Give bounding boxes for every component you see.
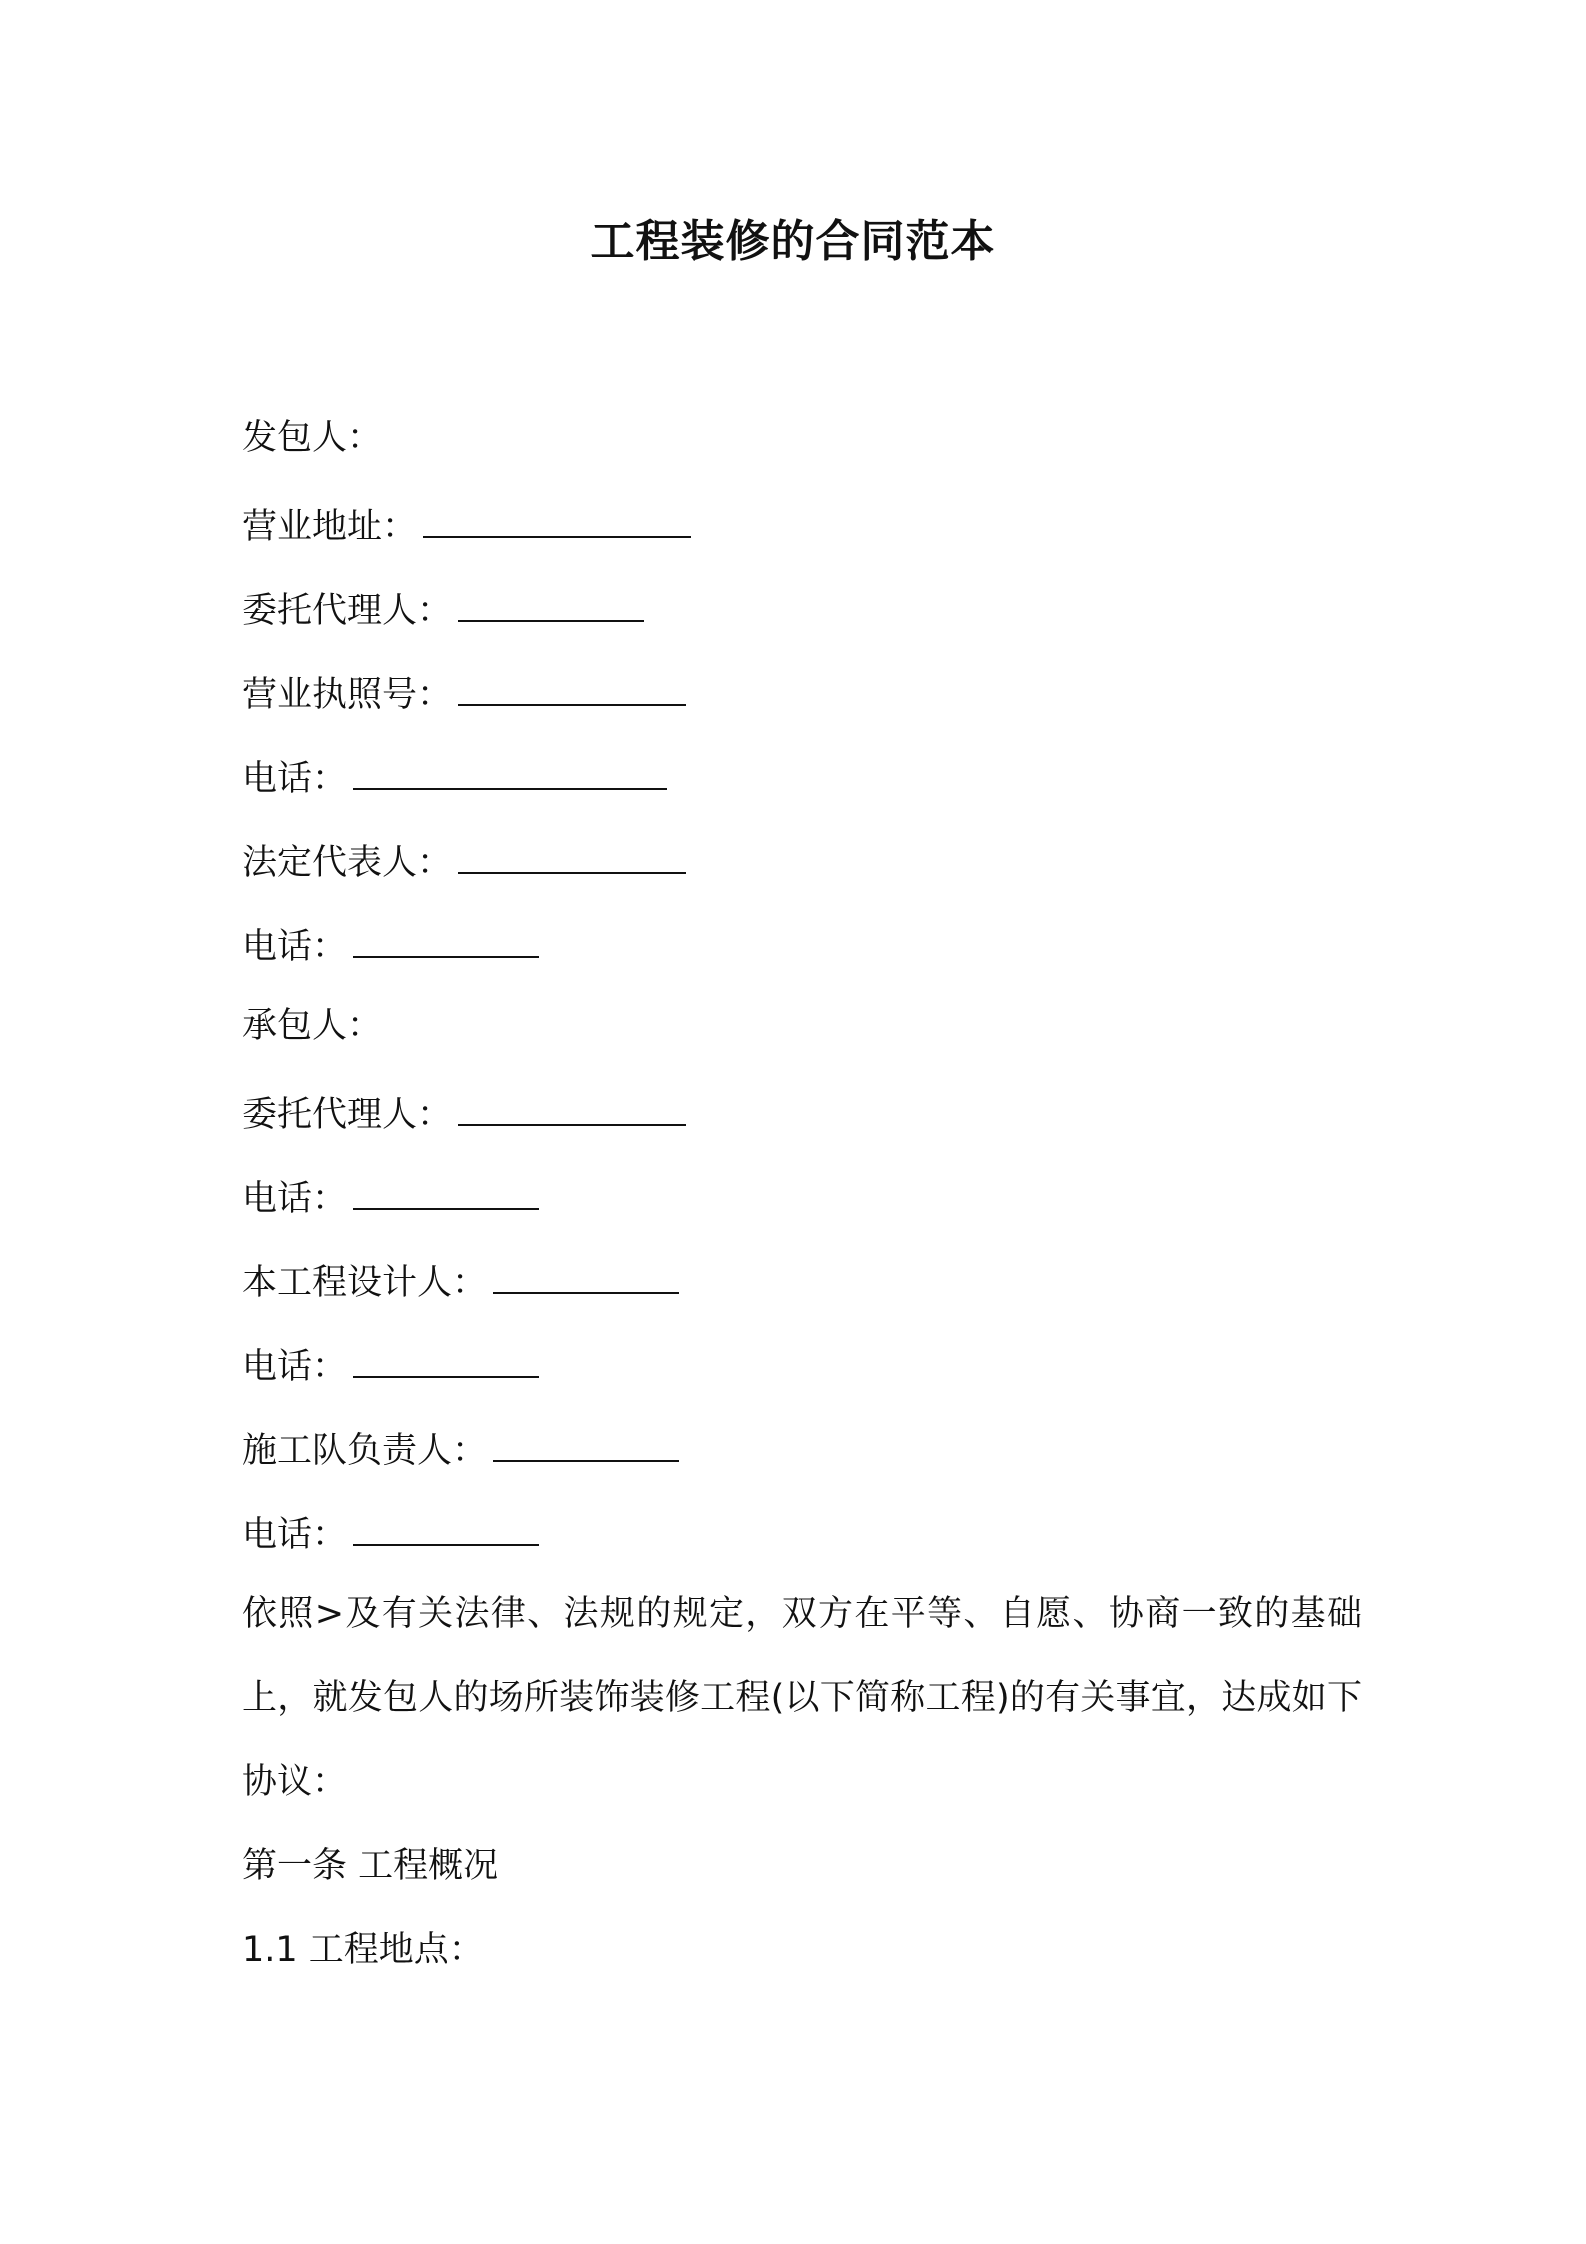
field-license-number	[242, 660, 1362, 744]
section-heading: 第一条 工程概况	[242, 1846, 499, 1886]
field-employer	[242, 408, 1362, 492]
fill-in-blank	[353, 1500, 539, 1546]
fill-in-blank	[458, 576, 644, 622]
contract-body	[242, 408, 1362, 2004]
field-label: 电话：	[242, 759, 348, 799]
field-label: 本工程设计人：	[242, 1263, 488, 1303]
agreement-paragraph: 依照>及有关法律、法规的规定，双方在平等、自愿、协商一致的基础上，就发包人的场所装饰装修工程(以下简称工程)的有关事宜，达成如下协议：	[242, 1594, 1362, 1802]
field-label: 法定代表人：	[242, 843, 453, 883]
field-label: 电话：	[242, 927, 348, 967]
fill-in-blank	[353, 912, 539, 958]
field-phone	[242, 912, 1362, 996]
field-business-address	[242, 492, 1362, 576]
field-label: 发包人：	[242, 418, 383, 458]
fill-in-blank	[423, 492, 691, 538]
fill-in-blank	[493, 1416, 679, 1462]
field-contractor	[242, 996, 1362, 1080]
field-label: 委托代理人：	[242, 591, 453, 631]
document-title: 工程装修的合同范本	[590, 216, 996, 267]
fill-in-blank	[458, 1080, 686, 1126]
field-phone	[242, 744, 1362, 828]
fill-in-blank	[353, 1164, 539, 1210]
field-label: 营业地址：	[242, 507, 418, 547]
fill-in-blank	[493, 1248, 679, 1294]
field-label: 电话：	[242, 1515, 348, 1555]
field-label: 承包人：	[242, 1006, 383, 1046]
field-agent	[242, 1080, 1362, 1164]
fill-in-blank	[458, 660, 686, 706]
field-phone	[242, 1164, 1362, 1248]
fill-in-blank	[353, 744, 667, 790]
field-label: 电话：	[242, 1347, 348, 1387]
field-label: 营业执照号：	[242, 675, 453, 715]
field-crew-leader	[242, 1416, 1362, 1500]
field-designer	[242, 1248, 1362, 1332]
field-legal-representative	[242, 828, 1362, 912]
field-label: 委托代理人：	[242, 1095, 453, 1135]
field-phone	[242, 1332, 1362, 1416]
fill-in-blank	[458, 828, 686, 874]
field-agent	[242, 576, 1362, 660]
fill-in-blank	[353, 1332, 539, 1378]
field-label: 施工队负责人：	[242, 1431, 488, 1471]
field-label: 电话：	[242, 1179, 348, 1219]
clause-1-1: 1.1 工程地点：	[242, 1930, 484, 1970]
